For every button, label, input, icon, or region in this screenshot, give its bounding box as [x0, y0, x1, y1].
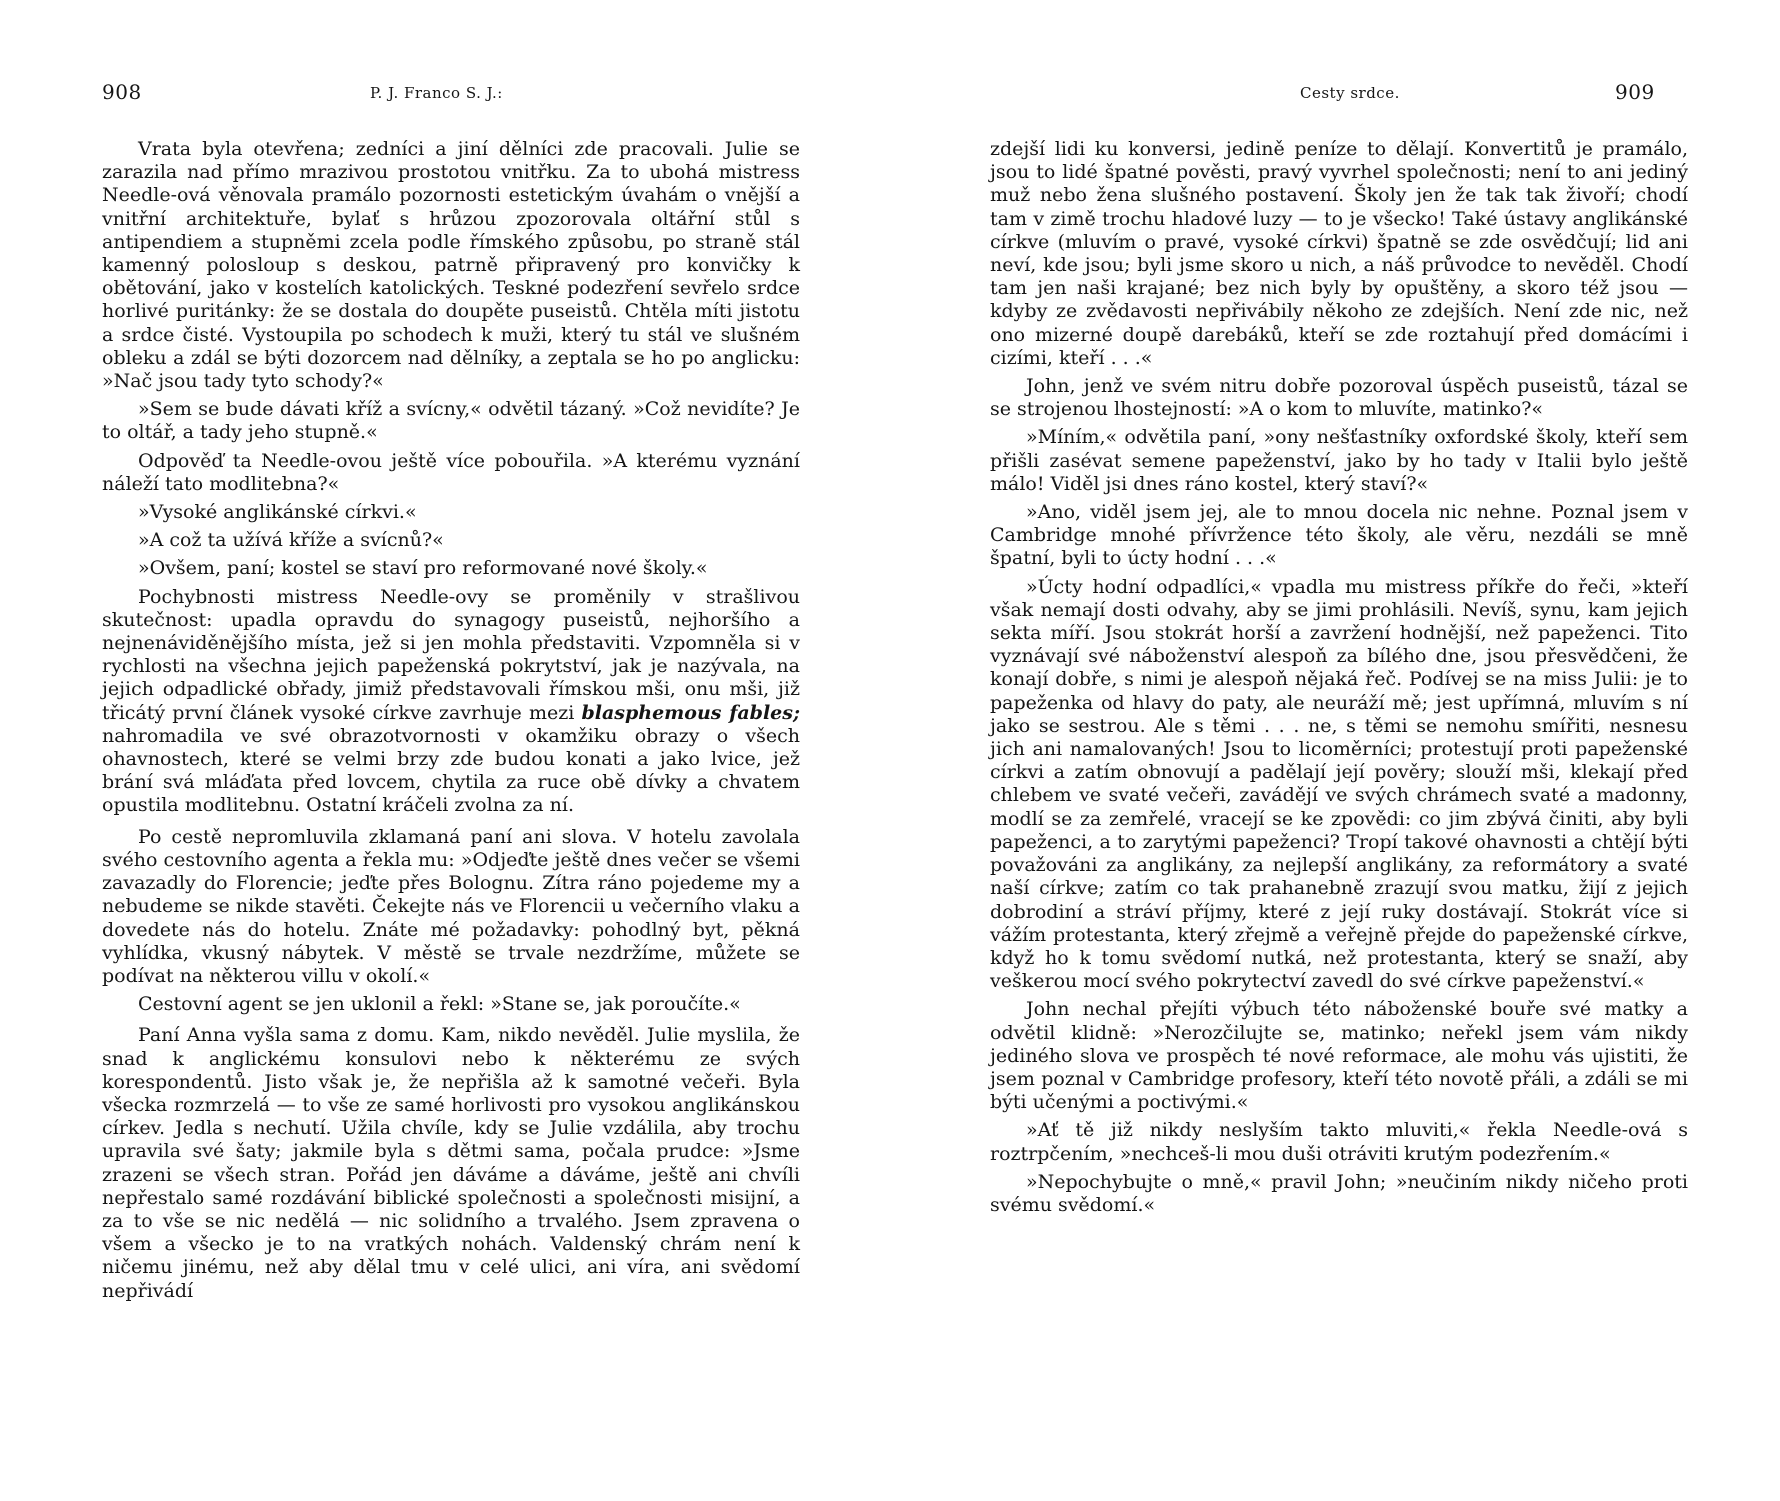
page-number: 908	[102, 80, 142, 104]
page-body	[990, 138, 1688, 1222]
paragraph: »Ať tě již nikdy neslyším takto mluviti,« řekla Needle-ová s roztrpčením, »nechceš-li mou duši otráviti krutým podezřením.«	[990, 1119, 1688, 1165]
paragraph: »Vysoké anglikánské církvi.«	[138, 501, 417, 524]
paragraph: Odpověď ta Needle-ovou ještě více pobouřila. »A kterému vyznání náleží tato modlitebna?«	[102, 449, 800, 495]
text-run: Pochybnosti mistress Needle-ovy se proměnily v strašlivou skutečnost: upadla opravdu do synagogy puseistů, nejhoršího a nejnenáviděnějšího místa, jež si jen mohla představiti. Vzpomněla si v rychlosti na všechna jejich papeženská pokrytství, jak je nazývala, na jejich odpadlické obřady, jimiž představovali římskou mši, onu mši, již třicátý první článek vysoké církve zavrhuje mezi	[102, 585, 800, 724]
paragraph: »A což ta užívá kříže a svícnů?«	[138, 529, 444, 552]
italic-phrase: blasphemous fables;	[581, 701, 800, 724]
running-head: P. J. Franco S. J.:	[370, 84, 503, 102]
paragraph: Paní Anna vyšla sama z domu. Kam, nikdo nevěděl. Julie myslila, že snad k anglickému konsulovi nebo k některému ze svých korespondentů. Jisto však je, že nepřišla až k samotné večeři. Byla všecka rozmrzelá — to vše ze samé horlivosti pro vysokou anglikánskou církev. Jedla s nechutí. Užila chvíle, kdy se Julie vzdálila, aby trochu upravila své šaty; jakmile byla s dětmi sama, počala prudce: »Jsme zrazeni se všech stran. Pořád jen dáváme a dáváme, ještě ani chvíli nepřestalo samé rozdávání biblické společnosti a společnosti misijní, a za to vše se nic nedělá — nic solidního a trvalého. Jsem zpravena o všem a všecko je to na vratkých nohách. Valdenský chrám není k ničemu jinému, než aby dělal tmu v celé ulici, ani víra, ani svědomí nepřivádí	[102, 1024, 800, 1302]
paragraph: »Nepochybujte o mně,« pravil John; »neučiním nikdy ničeho proti svému svědomí.«	[990, 1170, 1688, 1216]
paragraph: »Ano, viděl jsem jej, ale to mnou docela nic nehne. Poznal jsem v Cambridge mnohé přívržence této školy, ale věru, nezdáli se mně špatní, byli to úcty hodní . . .«	[990, 501, 1688, 570]
paragraph: Vrata byla otevřena; zedníci a jiní dělníci zde pracovali. Julie se zarazila nad přímo mrazivou prostotou vnitřku. Za to ubohá mistress Needle-ová věnovala pramálo pozornosti estetickým úvahám o vnější a vnitřní architektuře, bylať s hrůzou zpozorovala oltářní stůl s antipendiem a stupněmi zcela podle římského způsobu, po straně stál kamenný polosloup s deskou, patrně připravený pro konvičky k obětování, jako v kostelích katolických. Teskné podezření sevřelo srdce horlivé puritánky: že se dostala do doupěte puseistů. Chtěla míti jistotu a srdce čisté. Vystoupila po schodech k muži, který tu stál ve slušném obleku a zdál se býti dozorcem nad dělníky, a zeptala se ho po anglicku: »Nač jsou tady tyto schody?«	[102, 138, 800, 393]
paragraph: Po cestě nepromluvila zklamaná paní ani slova. V hotelu zavolala svého cestovního agenta a řekla mu: »Odjeďte ještě dnes večer se všemi zavazadly do Florencie; jeďte přes Bolognu. Zítra ráno pojedeme my a nebudeme se nikde stavěti. Čekejte nás ve Florencii u večerního vlaku a dovedete nás do hotelu. Znáte mé požadavky: pohodlný byt, pěkná vyhlídka, vkusný nábytek. V městě se trvale nezdržíme, můžete se podívat na některou villu v okolí.«	[102, 825, 800, 987]
paragraph: »Ovšem, paní; kostel se staví pro reformované nové školy.«	[138, 557, 708, 580]
right-page	[890, 0, 1780, 1501]
paragraph: »Míním,« odvětila paní, »ony nešťastníky oxfordské školy, kteří sem přišli zasévat semene papeženství, jako by ho tady v Italii bylo ještě málo! Viděl jsi dnes ráno kostel, který staví?«	[990, 426, 1688, 495]
paragraph	[102, 586, 800, 818]
page-number: 909	[1615, 80, 1655, 104]
paragraph: »Úcty hodní odpadlíci,« vpadla mu mistress příkře do řeči, »kteří však nemají dosti odvahy, aby se jimi prohlásili. Nevíš, synu, kam jejich sekta míří. Jsou stokrát horší a zavržení hodnější, než papeženci. Tito vyznávají své náboženství alespoň za bílého dne, jsou přesvědčeni, že konají dobře, s nimi je alespoň nějaká řeč. Podívej se na miss Julii: je to papeženka od hlavy do paty, ale neuráží mě; jest upřímná, mluvím s ní jako se sestrou. Ale s těmi . . . ne, s těmi se nemohu smířiti, nesnesu jich ani namalovaných! Jsou to licoměrníci; protestují proti papeženské církvi a zatím obnovují a padělají její pověry; slouží mši, klekají před chlebem ve svaté večeři, zavádějí ve svých chrámech svaté a madonny, modlí se za zemřelé, vracejí se ke zpovědi: co jim zbývá činiti, aby byli papeženci, a to zarytými papeženci? Tropí takové ohavnosti a chtějí býti považováni za anglikány, za nejlepší anglikány, za reformátory a svaté naší církve; zatím co tak prahanebně zrazují svou matku, žijí z jejich dobrodiní a stráví příjmy, které z její ruky dostávají. Stokrát více si vážím protestanta, který zřejmě a veřejně přejde do papeženské církve, když ho k tomu svědomí nutká, než protestanta, který se snaží, aby veškerou mocí svého pokrytectví zavedl do své církve papeženství.«	[990, 575, 1688, 993]
paragraph: »Sem se bude dávati kříž a svícny,« odvětil tázaný. »Což nevidíte? Je to oltář, a tady jeho stupně.«	[102, 398, 800, 444]
paragraph: John, jenž ve svém nitru dobře pozoroval úspěch puseistů, tázal se se strojenou lhostejností: »A o kom to mluvíte, matinko?«	[990, 375, 1688, 421]
paragraph: John nechal přejíti výbuch této náboženské bouře své matky a odvětil klidně: »Nerozčilujte se, matinko; neřekl jsem vám nikdy jediného slova ve prospěch té nové reformace, ale mohu vás ujistiti, že jsem poznal v Cambridge profesory, kteří této novotě přáli, a zdáli se mi býti učenými a poctivými.«	[990, 998, 1688, 1114]
running-head: Cesty srdce.	[1300, 84, 1400, 102]
text-run: nahromadila ve své obrazotvornosti v okamžiku obrazy o všech ohavnostech, které se velmi brzy zde budou konati a jako lvice, jež brání svá mláďata před lovcem, chytila za ruce obě dívky a chvatem opustila modlitebnu. Ostatní kráčeli zvolna za ní.	[102, 724, 800, 817]
page-body	[102, 138, 800, 1308]
paragraph: zdejší lidi ku konversi, jedině peníze to dělají. Konvertitů je pramálo, jsou to lidé špatné pověsti, pravý vyvrhel společnosti; není to ani jediný muž nebo žena slušného postavení. Školy jen že tak tak živoří; chodí tam v zimě trochu hladové luzy — to je všecko! Také ústavy anglikánské církve (mluvím o pravé, vysoké církvi) špatně se zde osvědčují; lid ani neví, kde jsou; byli jsme skoro u nich, a náš průvodce to nevěděl. Chodí tam jen naši krajané; bez nich byly by opuštěny, a skoro též jsou — kdyby ze zvědavosti nepřivábily někoho ze zdejších. Není zde nic, než ono mizerné doupě darebáků, kteří se zde roztahují před domácími i cizími, kteří . . .«	[990, 138, 1688, 369]
paragraph: Cestovní agent se jen uklonil a řekl: »Stane se, jak poroučíte.«	[138, 993, 741, 1016]
